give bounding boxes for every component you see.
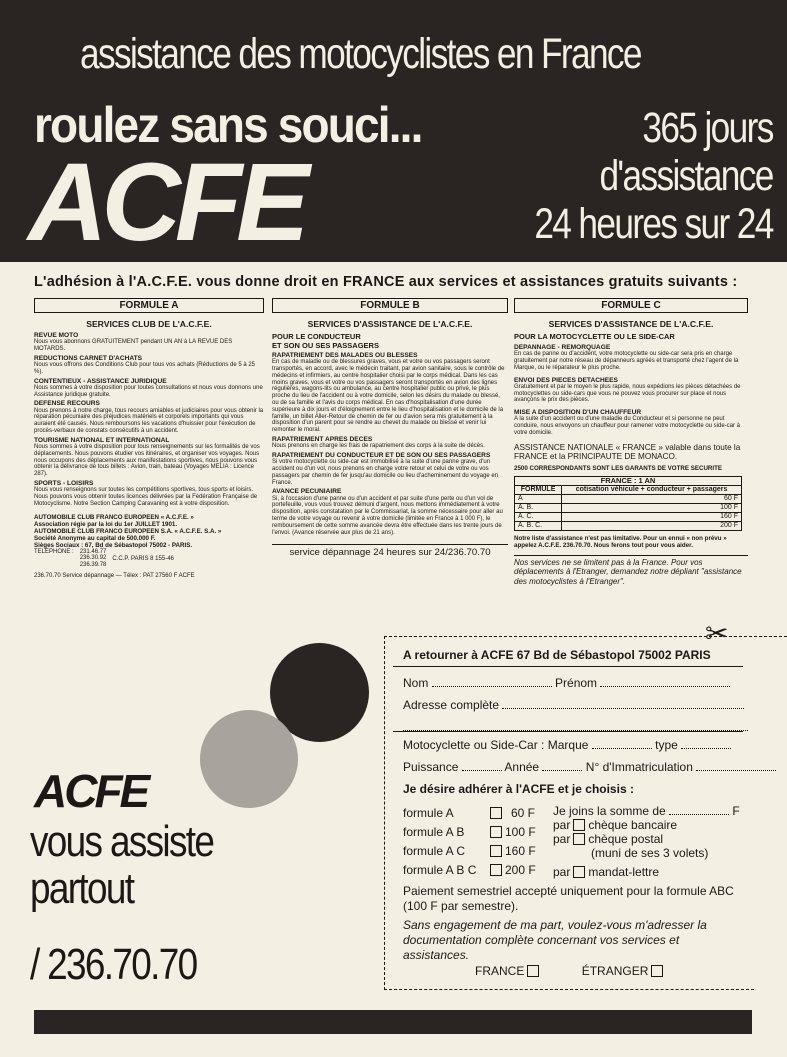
france-label: FRANCE: [475, 964, 525, 978]
telephone-number: 236.30.92: [79, 555, 107, 562]
adresse-field-2[interactable]: [403, 721, 748, 731]
immat-field[interactable]: [696, 761, 776, 771]
section-text: Si votre motocyclette ou side-car est immobilisé à la suite d'une panne grave, d'un accident ou d'un vol, nous prenons en charge votre retour et celui de votre ou vos passagers par chemin de fer jusqu'au domicile ou lieu d'acheminement du voyage en France.: [272, 459, 499, 486]
club-line: Société Anonyme au capital de 500.000 F.: [34, 534, 156, 542]
grey-circle: [200, 710, 298, 808]
formule-label: formule A: [403, 806, 454, 820]
cheque-bancaire-label: chèque bancaire: [588, 818, 678, 832]
section-title: REVUE MOTO: [34, 332, 79, 339]
section: [34, 437, 264, 478]
ad-phone: / 236.70.70: [30, 940, 197, 989]
intro-text: L'adhésion à l'A.C.F.E. vous donne droit en FRANCE aux services et assistances gratuits suivants :: [34, 274, 738, 290]
club-line: AUTOMOBILE CLUB FRANCO EUROPEEN S.A. « A.C.F.E. S.A. »: [34, 527, 222, 535]
formule-c-subtitle-2: POUR LA MOTOCYCLETTE OU LE SIDE-CAR: [514, 332, 675, 341]
formule-checkbox[interactable]: [490, 864, 502, 876]
club-footer: 236.70.70 Service dépannage — Télex : PAT 27560 F ACFE: [34, 572, 195, 579]
cheque-postal-checkbox[interactable]: [573, 833, 585, 845]
header-right-line: d'assistance: [599, 152, 773, 200]
moto-label: Motocyclette ou Side-Car : Marque: [403, 738, 589, 752]
section: [272, 436, 508, 450]
etranger-label: ÉTRANGER: [581, 964, 649, 978]
divider: [393, 666, 743, 667]
par-label: par: [553, 818, 571, 832]
tarif-table: [514, 476, 742, 531]
formule-b-subtitle-2: POUR LE CONDUCTEUR: [272, 332, 361, 341]
section: [34, 400, 264, 434]
type-field[interactable]: [681, 739, 731, 749]
ad-line: vous assiste: [30, 817, 214, 866]
nom-label: Nom: [403, 676, 429, 690]
section-title: SPORTS - LOISIRS: [34, 479, 94, 487]
somme-unit: F: [732, 804, 740, 818]
section-text: Nous vous abonnons GRATUITEMENT pendant UN AN à LA REVUE DES MOTARDS.: [34, 339, 233, 352]
tarif-formule: A: [515, 494, 562, 503]
tarif-title: FRANCE : 1 AN: [515, 476, 742, 485]
paiement-note: Paiement semestriel accepté uniquement pour la formule ABC (100 F par semestre).: [403, 884, 734, 913]
tarif-price: 60 F: [562, 494, 742, 503]
formule-price: 200 F: [505, 863, 536, 877]
cheque-postal-label: chèque postal: [588, 832, 664, 846]
club-line: AUTOMOBILE CLUB FRANCO EUROPEEN « A.C.F.E. »: [34, 513, 194, 521]
section-title: RAPATRIEMENT APRES DECES: [272, 435, 373, 443]
formule-b-sections: [272, 352, 508, 536]
somme-field[interactable]: [669, 805, 729, 815]
section-text: En cas de panne ou d'accident, votre motocyclette ou side-car sera pris en charge gratuitement par notre réseau de dépanneurs agréés et transporté chez l'agent de la Marque, ou le réparateur le plus proche.: [514, 351, 739, 371]
formule-price: 100 F: [505, 825, 536, 839]
service-depannage: service dépannage 24 heures sur 24/236.70.70: [272, 544, 508, 559]
formule-c-column: [514, 298, 748, 586]
section: [34, 332, 264, 353]
ad-slogan: [30, 818, 213, 912]
formule-choice[interactable]: [403, 823, 535, 842]
header-slogan: assistance des motocyclistes en France: [80, 30, 641, 78]
section-text: Nous sommes à votre disposition pour toutes consultations et nous vous donnons une Assistance juridique gratuite.: [34, 384, 263, 398]
formule-c-subtitle: SERVICES D'ASSISTANCE DE L'A.C.F.E.: [548, 319, 714, 329]
address-row: [403, 698, 744, 712]
formule-price: 160 F: [505, 844, 536, 858]
coupon-form: [384, 636, 754, 990]
section-title: RAPATRIEMENT DES MALADES OU BLESSES: [272, 352, 418, 359]
section-title: REDUCTIONS CARNET D'ACHATS: [34, 354, 143, 362]
formule-checkbox[interactable]: [490, 807, 502, 819]
joins-label: Je joins la somme de: [553, 804, 666, 818]
section-text: A la suite d'un accident ou d'une maladie du Conducteur et si personne ne peut conduire, nous envoyons un chauffeur pour ramener votre motocyclette ou side-car à votre domicile.: [514, 416, 741, 436]
section-text: En cas de maladie ou de blessures graves, vous et votre ou vos passagers seront transportés, en accord, avec le médecin traitant, par avion sanitaire, sous le contrôle de médecins et infirmiers, au centre hospitalier choisi par le corps médical. Dans les cas moins graves, vous et votre ou vos passagers seront transportés en avion des lignes régulières, wagons-lits ou ambulance, au centre hospitalier public ou privé, le plus proche du lieu de l'accident ou à votre domicile, selon les désirs du malade ou blessé, ou de sa famille et l'avis du corps médical. En cas d'hospitalisation d'une durée supérieure à dix jours et d'éloignement entre le lieu d'hospitalisation et le domicile de la famille, un billet Aller-Retour de chemin de fer ou d'avion sera mis gratuitement à la disposition d'un parent pour se rendre au chevet du malade ou blessé et venir lui remonter le moral.: [272, 359, 505, 434]
tarif-formule: A. C.: [515, 512, 562, 521]
telephone-block: [34, 549, 264, 569]
section-text: Nous prenons en charge les frais de rapatriement des corps à la suite de décès.: [272, 443, 485, 450]
formule-checkbox[interactable]: [490, 845, 502, 857]
section-title: DEPANNAGE - REMORQUAGE: [514, 344, 611, 351]
section-text: Nous vous renseignons sur toutes les compétitions sportives, tous sports et loisirs. Nous pouvons vous obtenir toutes licences délivrées par la Fédération Française de Motocyclisme. Notre Section Camping Caravaning est à votre disposition.: [34, 487, 258, 507]
adhere-heading: Je désire adhérer à l'ACFE et je choisis :: [403, 782, 634, 796]
tarif-col-header: cotisation véhicule + conducteur + passagers: [562, 485, 742, 494]
formule-c-title: FORMULE C: [514, 298, 748, 313]
prenom-field[interactable]: [600, 677, 730, 687]
tarif-price: 160 F: [562, 512, 742, 521]
section: [272, 488, 508, 536]
telephone-number: 236.39.78: [79, 562, 107, 569]
section: [514, 344, 748, 372]
formule-price: 60 F: [510, 806, 535, 820]
club-line: Association régie par la loi du 1er JUILLET 1901.: [34, 520, 178, 528]
mandat-checkbox[interactable]: [573, 866, 585, 878]
ad-line: partout: [30, 864, 134, 913]
divider: [393, 731, 743, 732]
formule-choices: [403, 804, 535, 880]
section-title: MISE A DISPOSITION D'UN CHAUFFEUR: [514, 409, 642, 417]
name-row: [403, 676, 730, 690]
tarif-price: 100 F: [562, 503, 742, 512]
etranger-note: Nos services ne se limitent pas à la France. Pour vos déplacements à l'Etranger, demandez notre dépliant "assistance des motocyclistes à l'Etranger".: [514, 555, 748, 587]
annee-field[interactable]: [542, 761, 582, 771]
documentation-note: Sans engagement de ma part, voulez-vous m'adresser la documentation complète concernant vos services et assistances.: [403, 918, 707, 962]
correspondants: 2500 CORRESPONDANTS SONT LES GARANTS DE VOTRE SECURITE: [514, 464, 723, 472]
marque-field[interactable]: [592, 739, 652, 749]
table-row: [515, 494, 742, 503]
cheque-bancaire-checkbox[interactable]: [573, 819, 585, 831]
france-checkbox[interactable]: [527, 965, 539, 977]
scissors-icon: ✂: [705, 618, 729, 649]
formule-choice[interactable]: [403, 861, 535, 880]
formule-a-sections: [34, 332, 264, 508]
formule-a-column: [34, 298, 264, 580]
ad-logo: ACFE: [34, 765, 148, 817]
section-title: RAPATRIEMENT DU CONDUCTEUR ET DE SON OU SES PASSAGERS: [272, 451, 491, 459]
section: [514, 409, 748, 437]
club-info: [34, 514, 264, 580]
power-row: [403, 760, 776, 774]
liste-note: Notre liste d'assistance n'est pas limitative. Pour un ennui « non prévu » appelez A.C.F.E. 236.70.70. Nous ferons tout pour vous aider.: [514, 534, 727, 549]
table-row: [515, 521, 742, 530]
coupon-title: A retourner à ACFE 67 Bd de Sébastopol 75002 PARIS: [403, 648, 711, 662]
annee-label: Année: [504, 760, 540, 774]
volets-note: (muni de ses 3 volets): [591, 846, 709, 860]
table-row: [515, 512, 742, 521]
section-title: ENVOI DES PIECES DETACHEES: [514, 376, 618, 384]
acfe-logo: ACFE: [28, 141, 304, 264]
header-right-text: [535, 104, 773, 248]
formule-choice[interactable]: [403, 842, 535, 861]
etranger-checkbox[interactable]: [651, 965, 663, 977]
section-text: Gratuitement et par le moyen le plus rapide, nous expédions les pièces détachées de motocyclettes ou side-cars que vous ne pouvez vous procurer sur place et nous avançons le prix des pièces.: [514, 383, 741, 404]
formule-label: formule A C: [403, 844, 466, 858]
nom-field[interactable]: [432, 677, 552, 687]
par-label: par: [553, 832, 571, 846]
section-text: Nous vous offrons des Conditions Club pour tous vos achats (Réductions de 5 à 25 %).: [34, 362, 256, 375]
par-label: par: [553, 865, 571, 879]
section-title: CONTENTIEUX - ASSISTANCE JURIDIQUE: [34, 377, 167, 385]
destination-choice: [475, 964, 666, 978]
formule-b-column: [272, 298, 508, 559]
footer-bar: [34, 1010, 752, 1034]
puissance-label: Puissance: [403, 760, 459, 774]
telephone-label: TELEPHONE :: [34, 548, 74, 555]
formule-label: formule A B C: [403, 863, 477, 877]
type-label: type: [655, 738, 678, 752]
tarif-col-header: FORMULE: [515, 485, 562, 494]
prenom-label: Prénom: [555, 676, 598, 690]
puissance-field[interactable]: [462, 761, 502, 771]
section-text: Nous sommes à votre disposition pour tous renseignements sur les formalités de vos déplacements. Nous pouvons étudier vos itinéraires, et organiser vos voyages. Nous nous occupons des déplacements aux manifestations sportives, nous pouvons vous obtenir la délivrance de tous billets : Avion, train, bateau (Voyages MELIA : Licence 287).: [34, 443, 260, 478]
header-right-line: 365 jours: [642, 104, 773, 152]
assistance-nationale: ASSISTANCE NATIONALE « FRANCE » valable dans toute la FRANCE et la PRINCIPAUTE DE MONACO.: [514, 442, 741, 462]
formule-checkbox[interactable]: [490, 826, 502, 838]
section-title: AVANCE PECUNIAIRE: [272, 488, 342, 496]
section-title: DEFENSE RECOURS: [34, 400, 100, 408]
club-line: Sièges Sociaux : 67, Bd de Sébastopol 75002 - PARIS.: [34, 541, 193, 549]
formule-choice[interactable]: [403, 804, 535, 823]
telephone-numbers: [80, 549, 107, 569]
telephone-number: 231.46.77: [79, 548, 107, 555]
section: [514, 377, 748, 405]
formule-label: formule A B: [403, 825, 465, 839]
mandat-label: mandat-lettre: [588, 865, 660, 879]
tarif-price: 200 F: [562, 521, 742, 530]
formule-c-sections: [514, 344, 748, 437]
payment-block: [553, 804, 740, 879]
tarif-formule: A. B. C.: [515, 521, 562, 530]
ccp-number: C.C.P. PARIS 8 155-46: [112, 555, 174, 562]
section: [34, 480, 264, 508]
formule-b-title: FORMULE B: [272, 298, 508, 313]
tarif-formule: A. B.: [515, 503, 562, 512]
section: [34, 355, 264, 376]
section-text: Si, à l'occasion d'une panne ou d'un accident et par suite d'une perte ou d'un vol de portefeuille, vous vous trouvez démuni d'argent, nous mettons immédiatement à votre disposition, après constatation par le Commissariat, la somme nécessaire pour aller au terme de votre voyage ou revenir à votre domicile (limitée en France à 1 000 F), le remboursement de cette somme avancée devra être effectuée dans les trente jours de l'envoi. (Avance réservée aux plus de 21 ans).: [272, 495, 503, 536]
header-tagline: roulez sans souci...: [34, 97, 422, 153]
immat-label: N° d'Immatriculation: [585, 760, 693, 774]
vehicle-row: [403, 738, 731, 752]
section: [272, 352, 508, 434]
section: [34, 378, 264, 399]
formule-a-title: FORMULE A: [34, 298, 264, 313]
section: [272, 452, 508, 486]
adresse-field[interactable]: [502, 699, 744, 709]
formule-b-subtitle: SERVICES D'ASSISTANCE DE L'A.C.F.E.: [307, 319, 473, 329]
table-row: [515, 503, 742, 512]
header-right-line: 24 heures sur 24: [534, 200, 773, 248]
formule-b-subtitle-3: ET SON OU SES PASSAGERS: [272, 341, 379, 350]
adresse-label: Adresse complète: [403, 698, 500, 712]
section-title: TOURISME NATIONAL ET INTERNATIONAL: [34, 436, 170, 444]
formule-a-subtitle: SERVICES CLUB DE L'A.C.F.E.: [86, 319, 212, 329]
section-text: Nous prenons à notre charge, tous recours amiables et judiciaires pour vous obtenir la réparation pécuniaire des préjudices matériels et corporels importants qui vous auraient été causés. Nous remboursons les vacations d'huissier pour l'exécution de procès-verbaux de constats consécutifs à un accident.: [34, 407, 264, 434]
header-banner: [0, 0, 787, 262]
